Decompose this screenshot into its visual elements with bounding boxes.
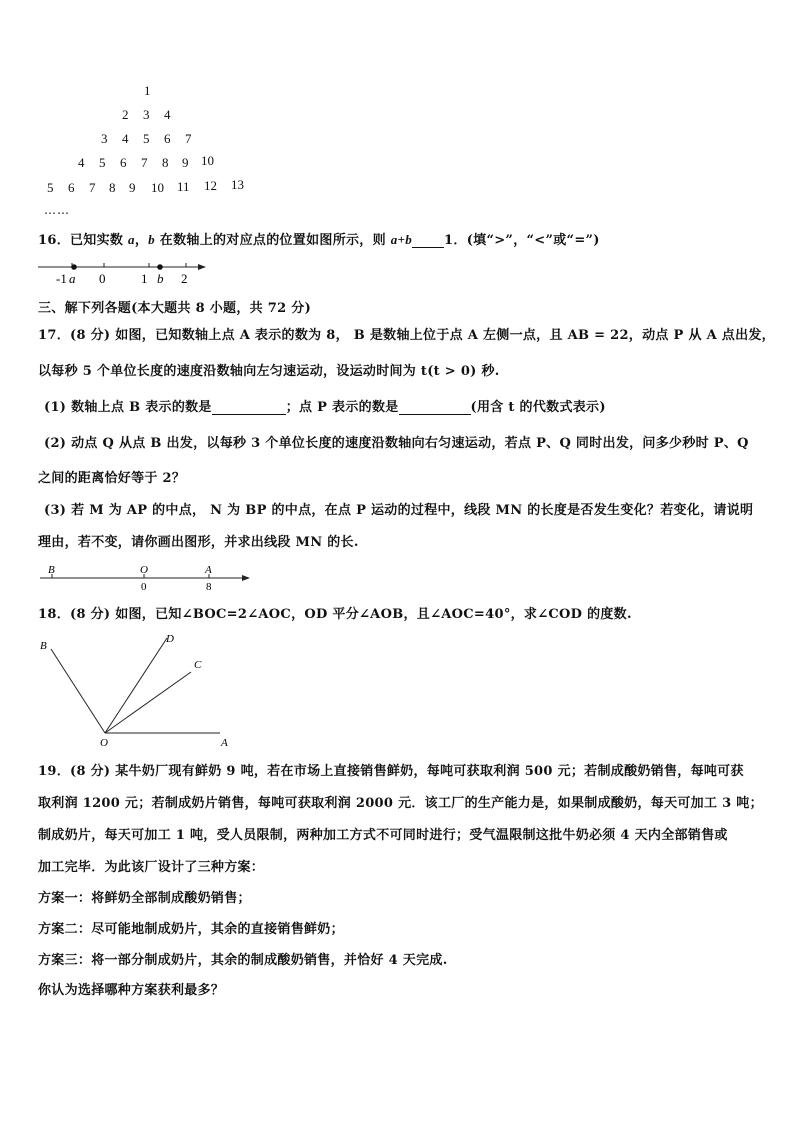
label-zero: 0: [141, 581, 147, 593]
triangle-ellipsis: ……: [44, 203, 70, 217]
q16-expr: a+b: [390, 232, 413, 247]
q19-line-1: 19．(8 分) 某牛奶厂现有鲜奶 9 吨，若在市场上直接销售鲜奶，每吨可获取利润 500 元；若制成酸奶销售，每吨可获: [38, 764, 744, 779]
triangle-cell: 9: [182, 155, 189, 170]
q17-answer-blank-b[interactable]: [212, 400, 286, 415]
label-minus-one: -1: [56, 271, 67, 286]
q16-answer-blank[interactable]: [412, 233, 444, 248]
triangle-cell: 5: [47, 180, 54, 195]
label-point-b: B: [48, 564, 55, 576]
q17-number-line: [36, 561, 256, 593]
triangle-cell: 8: [162, 155, 169, 170]
label-b: b: [157, 271, 164, 286]
ray-od: [105, 638, 167, 733]
q17-line-1: 17．(8 分) 如图，已知数轴上点 A 表示的数为 8， B 是数轴上位于点 A 左侧一点，且 AB = 22，动点 P 从 A 点出发，: [38, 328, 775, 343]
q19-plan-1: 方案一：将鲜奶全部制成酸奶销售；: [38, 891, 251, 906]
q19-line-4: 加工完毕．为此该厂设计了三种方案：: [38, 860, 265, 875]
triangle-cell: 3: [101, 131, 108, 146]
triangle-cell: 5: [143, 131, 150, 146]
q19-question: 你认为选择哪种方案获利最多？: [38, 983, 225, 998]
triangle-cell: 3: [143, 107, 150, 122]
label-one: 1: [141, 271, 148, 286]
q18-text: 18．(8 分) 如图，已知∠BOC=2∠AOC，OD 平分∠AOB，且∠AOC=40°，求∠COD 的度数.: [38, 607, 632, 622]
q19-plan-2: 方案二：尽可能地制成奶片，其余的直接销售鲜奶；: [38, 922, 344, 937]
triangle-cell: 2: [122, 107, 129, 122]
triangle-cell: 10: [151, 180, 164, 195]
triangle-cell: 12: [204, 178, 217, 193]
q17-line-2: 以每秒 5 个单位长度的速度沿数轴向左匀速运动，设运动时间为 t(t > 0) 秒.: [38, 364, 500, 379]
q17-part-3-line-1: (3) 若 M 为 AP 的中点， N 为 BP 的中点，在点 P 运动的过程中，线段 MN 的长度是否发生变化？若变化，请说明: [44, 503, 754, 518]
q17-part-3-line-2: 理由，若不变，请你画出图形，并求出线段 MN 的长.: [38, 535, 359, 550]
q16-text-a: 16．已知实数: [38, 233, 129, 248]
triangle-cell: 9: [129, 180, 136, 195]
q19-plan-3: 方案三：将一部分制成奶片，其余的制成酸奶销售，并恰好 4 天完成.: [38, 953, 448, 968]
label-zero: 0: [99, 271, 106, 286]
triangle-cell: 10: [201, 153, 214, 168]
q16-text-d: 1．(填“>”，“<”或“=”): [444, 233, 600, 248]
label-o: O: [100, 737, 108, 749]
q17-part-2-line-1: (2) 动点 Q 从点 B 出发，以每秒 3 个单位长度的速度沿数轴向右匀速运动，若点 P、Q 同时出发，问多少秒时 P、Q: [44, 436, 749, 451]
label-d: D: [166, 633, 174, 645]
ray-oc: [105, 672, 191, 733]
triangle-cell: 7: [185, 131, 192, 146]
q17-p1-text-b: ；点 P 表示的数是: [285, 400, 399, 415]
label-point-o: O: [140, 564, 148, 576]
label-eight: 8: [206, 581, 212, 593]
q16-var-b: b: [148, 232, 155, 247]
q17-part-2-line-2: 之间的距离恰好等于 2？: [38, 471, 186, 486]
point-a: [71, 264, 77, 270]
question-16: [38, 229, 600, 248]
triangle-cell: 8: [109, 180, 116, 195]
axis-arrow: [198, 264, 206, 270]
triangle-cell: 13: [231, 177, 244, 192]
triangle-cell: 6: [164, 131, 171, 146]
q19-line-2: 取利润 1200 元；若制成奶片销售，每吨可获取利润 2000 元．该工厂的生产能力是，如果制成酸奶，每天可加工 3 吨；: [38, 796, 763, 811]
q16-number-line: [36, 258, 211, 288]
triangle-cell: 5: [99, 155, 106, 170]
axis-arrow: [242, 575, 250, 581]
triangle-cell: 4: [164, 107, 171, 122]
triangle-cell: 7: [89, 180, 96, 195]
q16-var-a: a: [128, 232, 135, 247]
triangle-cell: 7: [141, 155, 148, 170]
label-two: 2: [181, 271, 188, 286]
label-point-a: A: [205, 564, 212, 576]
q17-answer-blank-p[interactable]: [399, 400, 471, 415]
section-3-header: 三、解下列各题(本大题共 8 小题，共 72 分): [38, 301, 312, 316]
triangle-cell: 4: [78, 155, 85, 170]
q18-angle-figure: [34, 628, 244, 750]
q17-p1-text-a: (1) 数轴上点 B 表示的数是: [44, 400, 212, 415]
triangle-cell: 4: [122, 131, 129, 146]
label-a: A: [221, 737, 228, 749]
point-b: [157, 264, 163, 270]
q17-p1-text-c: (用含 t 的代数式表示): [470, 400, 606, 415]
label-a: a: [69, 271, 76, 286]
q16-text-c: 在数轴上的对应点的位置如图所示，则: [154, 233, 391, 248]
triangle-cell: 1: [144, 83, 151, 98]
q16-text-b: ，: [134, 233, 149, 248]
triangle-cell: 11: [177, 179, 190, 194]
ray-ob: [51, 649, 105, 733]
triangle-cell: 6: [120, 155, 127, 170]
label-b: B: [40, 640, 47, 652]
q17-part-1: [44, 396, 606, 415]
q19-line-3: 制成奶片，每天可加工 1 吨，受人员限制，两种加工方式不可同时进行；受气温限制这批牛奶必须 4 天内全部销售或: [38, 828, 728, 843]
triangle-cell: 6: [68, 180, 75, 195]
label-c: C: [194, 659, 202, 671]
